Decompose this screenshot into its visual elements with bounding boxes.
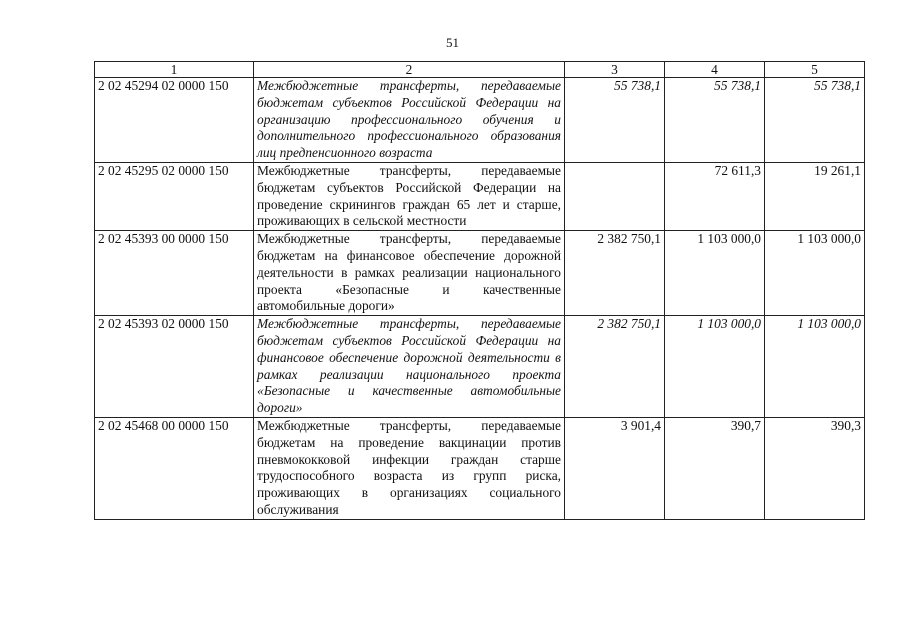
row-value-col4: 1 103 000,0	[665, 231, 765, 316]
row-code: 2 02 45294 02 0000 150	[95, 78, 254, 163]
header-col-4: 4	[665, 62, 765, 78]
row-value-col3: 55 738,1	[565, 78, 665, 163]
row-value-col5: 1 103 000,0	[765, 316, 865, 418]
row-description: Межбюджетные трансферты, передаваемые бюджетам субъектов Российской Федерации на организацию профессионального обучения и дополнительного профессионального образования лиц предпенсионного возраста	[254, 78, 565, 163]
row-description: Межбюджетные трансферты, передаваемые бюджетам на финансовое обеспечение дорожной деятельности в рамках реализации национального проекта «Безопасные и качественные автомобильные дороги»	[254, 231, 565, 316]
row-code: 2 02 45393 00 0000 150	[95, 231, 254, 316]
row-code: 2 02 45393 02 0000 150	[95, 316, 254, 418]
row-value-col5: 55 738,1	[765, 78, 865, 163]
row-value-col4: 55 738,1	[665, 78, 765, 163]
row-description: Межбюджетные трансферты, передаваемые бюджетам субъектов Российской Федерации на финансовое обеспечение дорожной деятельности в рамках реализации национального проекта «Безопасные и качественные автомобильные дороги»	[254, 316, 565, 418]
row-value-col3: 2 382 750,1	[565, 231, 665, 316]
row-value-col4: 72 611,3	[665, 162, 765, 230]
header-col-5: 5	[765, 62, 865, 78]
table-row	[95, 417, 865, 519]
row-value-col5: 1 103 000,0	[765, 231, 865, 316]
table-row	[95, 162, 865, 230]
row-code: 2 02 45468 00 0000 150	[95, 417, 254, 519]
row-value-col5: 19 261,1	[765, 162, 865, 230]
page-number: 51	[446, 35, 459, 50]
header-col-1: 1	[95, 62, 254, 78]
budget-table	[94, 61, 865, 520]
header-col-2: 2	[254, 62, 565, 78]
row-value-col3: 2 382 750,1	[565, 316, 665, 418]
table-row	[95, 78, 865, 163]
row-value-col3: 3 901,4	[565, 417, 665, 519]
row-value-col4: 1 103 000,0	[665, 316, 765, 418]
row-code: 2 02 45295 02 0000 150	[95, 162, 254, 230]
row-description: Межбюджетные трансферты, передаваемые бюджетам субъектов Российской Федерации на проведение скринингов граждан 65 лет и старше, проживающих в сельской местности	[254, 162, 565, 230]
row-value-col3	[565, 162, 665, 230]
header-row	[95, 62, 865, 78]
row-value-col5: 390,3	[765, 417, 865, 519]
row-value-col4: 390,7	[665, 417, 765, 519]
table-row	[95, 231, 865, 316]
table-row	[95, 316, 865, 418]
header-col-3: 3	[565, 62, 665, 78]
row-description: Межбюджетные трансферты, передаваемые бюджетам на проведение вакцинации против пневмококковой инфекции граждан старше трудоспособного возраста из групп риска, проживающих в организациях социального обслуживания	[254, 417, 565, 519]
